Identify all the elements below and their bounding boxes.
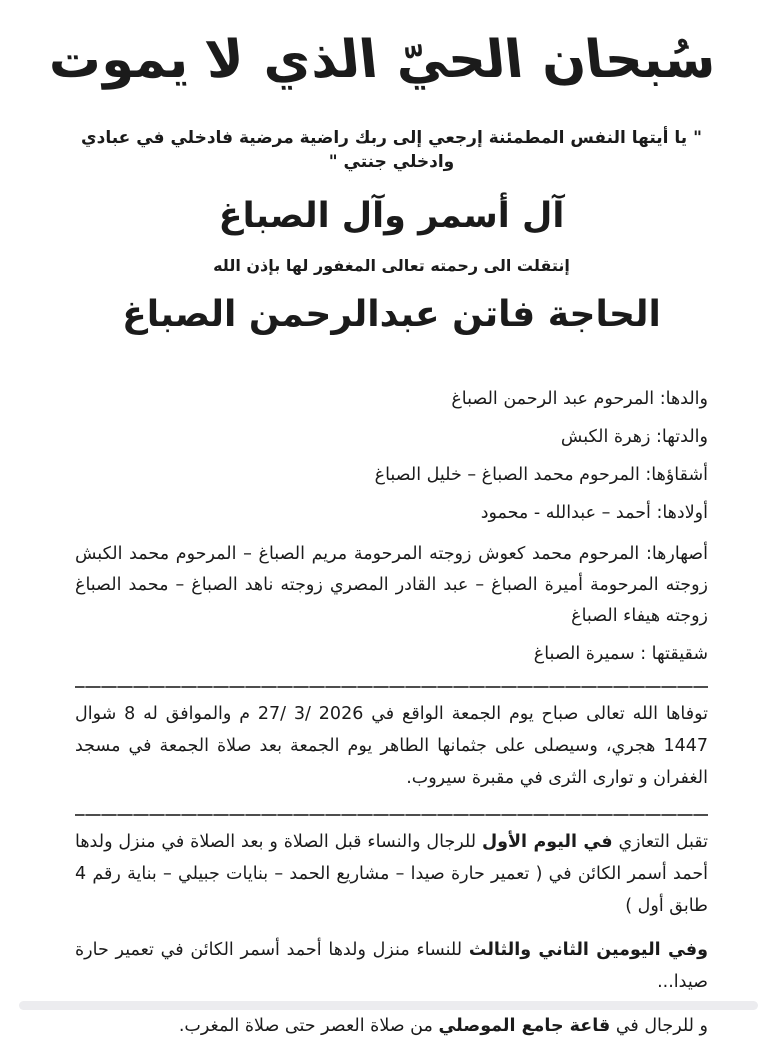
- passing-statement: إنتقلت الى رحمته تعالى المغفور لها بإذن الله: [213, 256, 570, 275]
- relative-sister: شقيقتها : سميرة الصباغ: [533, 644, 708, 664]
- horizontal-scrollbar[interactable]: [19, 1001, 758, 1010]
- separator-line-2: [75, 814, 708, 816]
- condolences-day2-3: وفي اليومين الثاني والثالث للنساء منزل ولدها أحمد أسمر الكائن في تعمير حارة صيدا...: [75, 940, 708, 992]
- funeral-details: توفاها الله تعالى صباح يوم الجمعة الواقع في ‪27/ 3/ 2026‬ م والموافق له 8 شوال 1447 هجري، وسيصلى على جثمانها الطاهر يوم الجمعة بعد صلاة الجمعة في مسجد الغفران و توارى الثرى في مقبرة سيروب.: [75, 704, 708, 788]
- deceased-name: الحاجة فاتن عبدالرحمن الصباغ: [122, 294, 661, 335]
- separator-line-1: [75, 686, 708, 688]
- relative-brothers: أشقاؤها: المرحوم محمد الصباغ – خليل الصباغ: [374, 465, 708, 485]
- calligraphy-header: سُبحان الحيّ الذي لا يموت: [45, 30, 718, 90]
- relative-children: أولادها: أحمد – عبدالله - محمود: [480, 503, 708, 523]
- condolences-day1: تقبل التعازي في اليوم الأول للرجال والنساء قبل الصلاة و بعد الصلاة في منزل ولدها أحمد أسمر الكائن في ( تعمير حارة صيدا – مشاريع الحمد – بنايات جبيلي – بناية رقم 4 طابق أول ): [75, 832, 708, 916]
- relative-mother: والدتها: زهرة الكبش: [560, 427, 708, 447]
- relatives-list: [75, 387, 708, 666]
- relative-father: والدها: المرحوم عبد الرحمن الصباغ: [451, 389, 708, 409]
- quran-verse: " يا أيتها النفس المطمئنة إرجعي إلى ربك راضية مرضية فادخلي في عبادي وادخلي جنتي ": [81, 128, 702, 172]
- families-title: آل أسمر وآل الصباغ: [218, 196, 565, 236]
- document-content: [75, 126, 708, 1042]
- relative-in-laws: أصهارها: المرحوم محمد كعوش زوجته المرحومة مريم الصباغ – المرحوم محمد الكبش زوجته المرحومة أميرة الصباغ – عبد القادر المصري زوجته ناهد الصباغ – محمد الصباغ زوجته هيفاء الصباغ: [75, 544, 708, 626]
- condolences-men: و للرجال في قاعة جامع الموصلي من صلاة العصر حتى صلاة المغرب.: [178, 1016, 708, 1036]
- obituary-page: [5, 10, 758, 1036]
